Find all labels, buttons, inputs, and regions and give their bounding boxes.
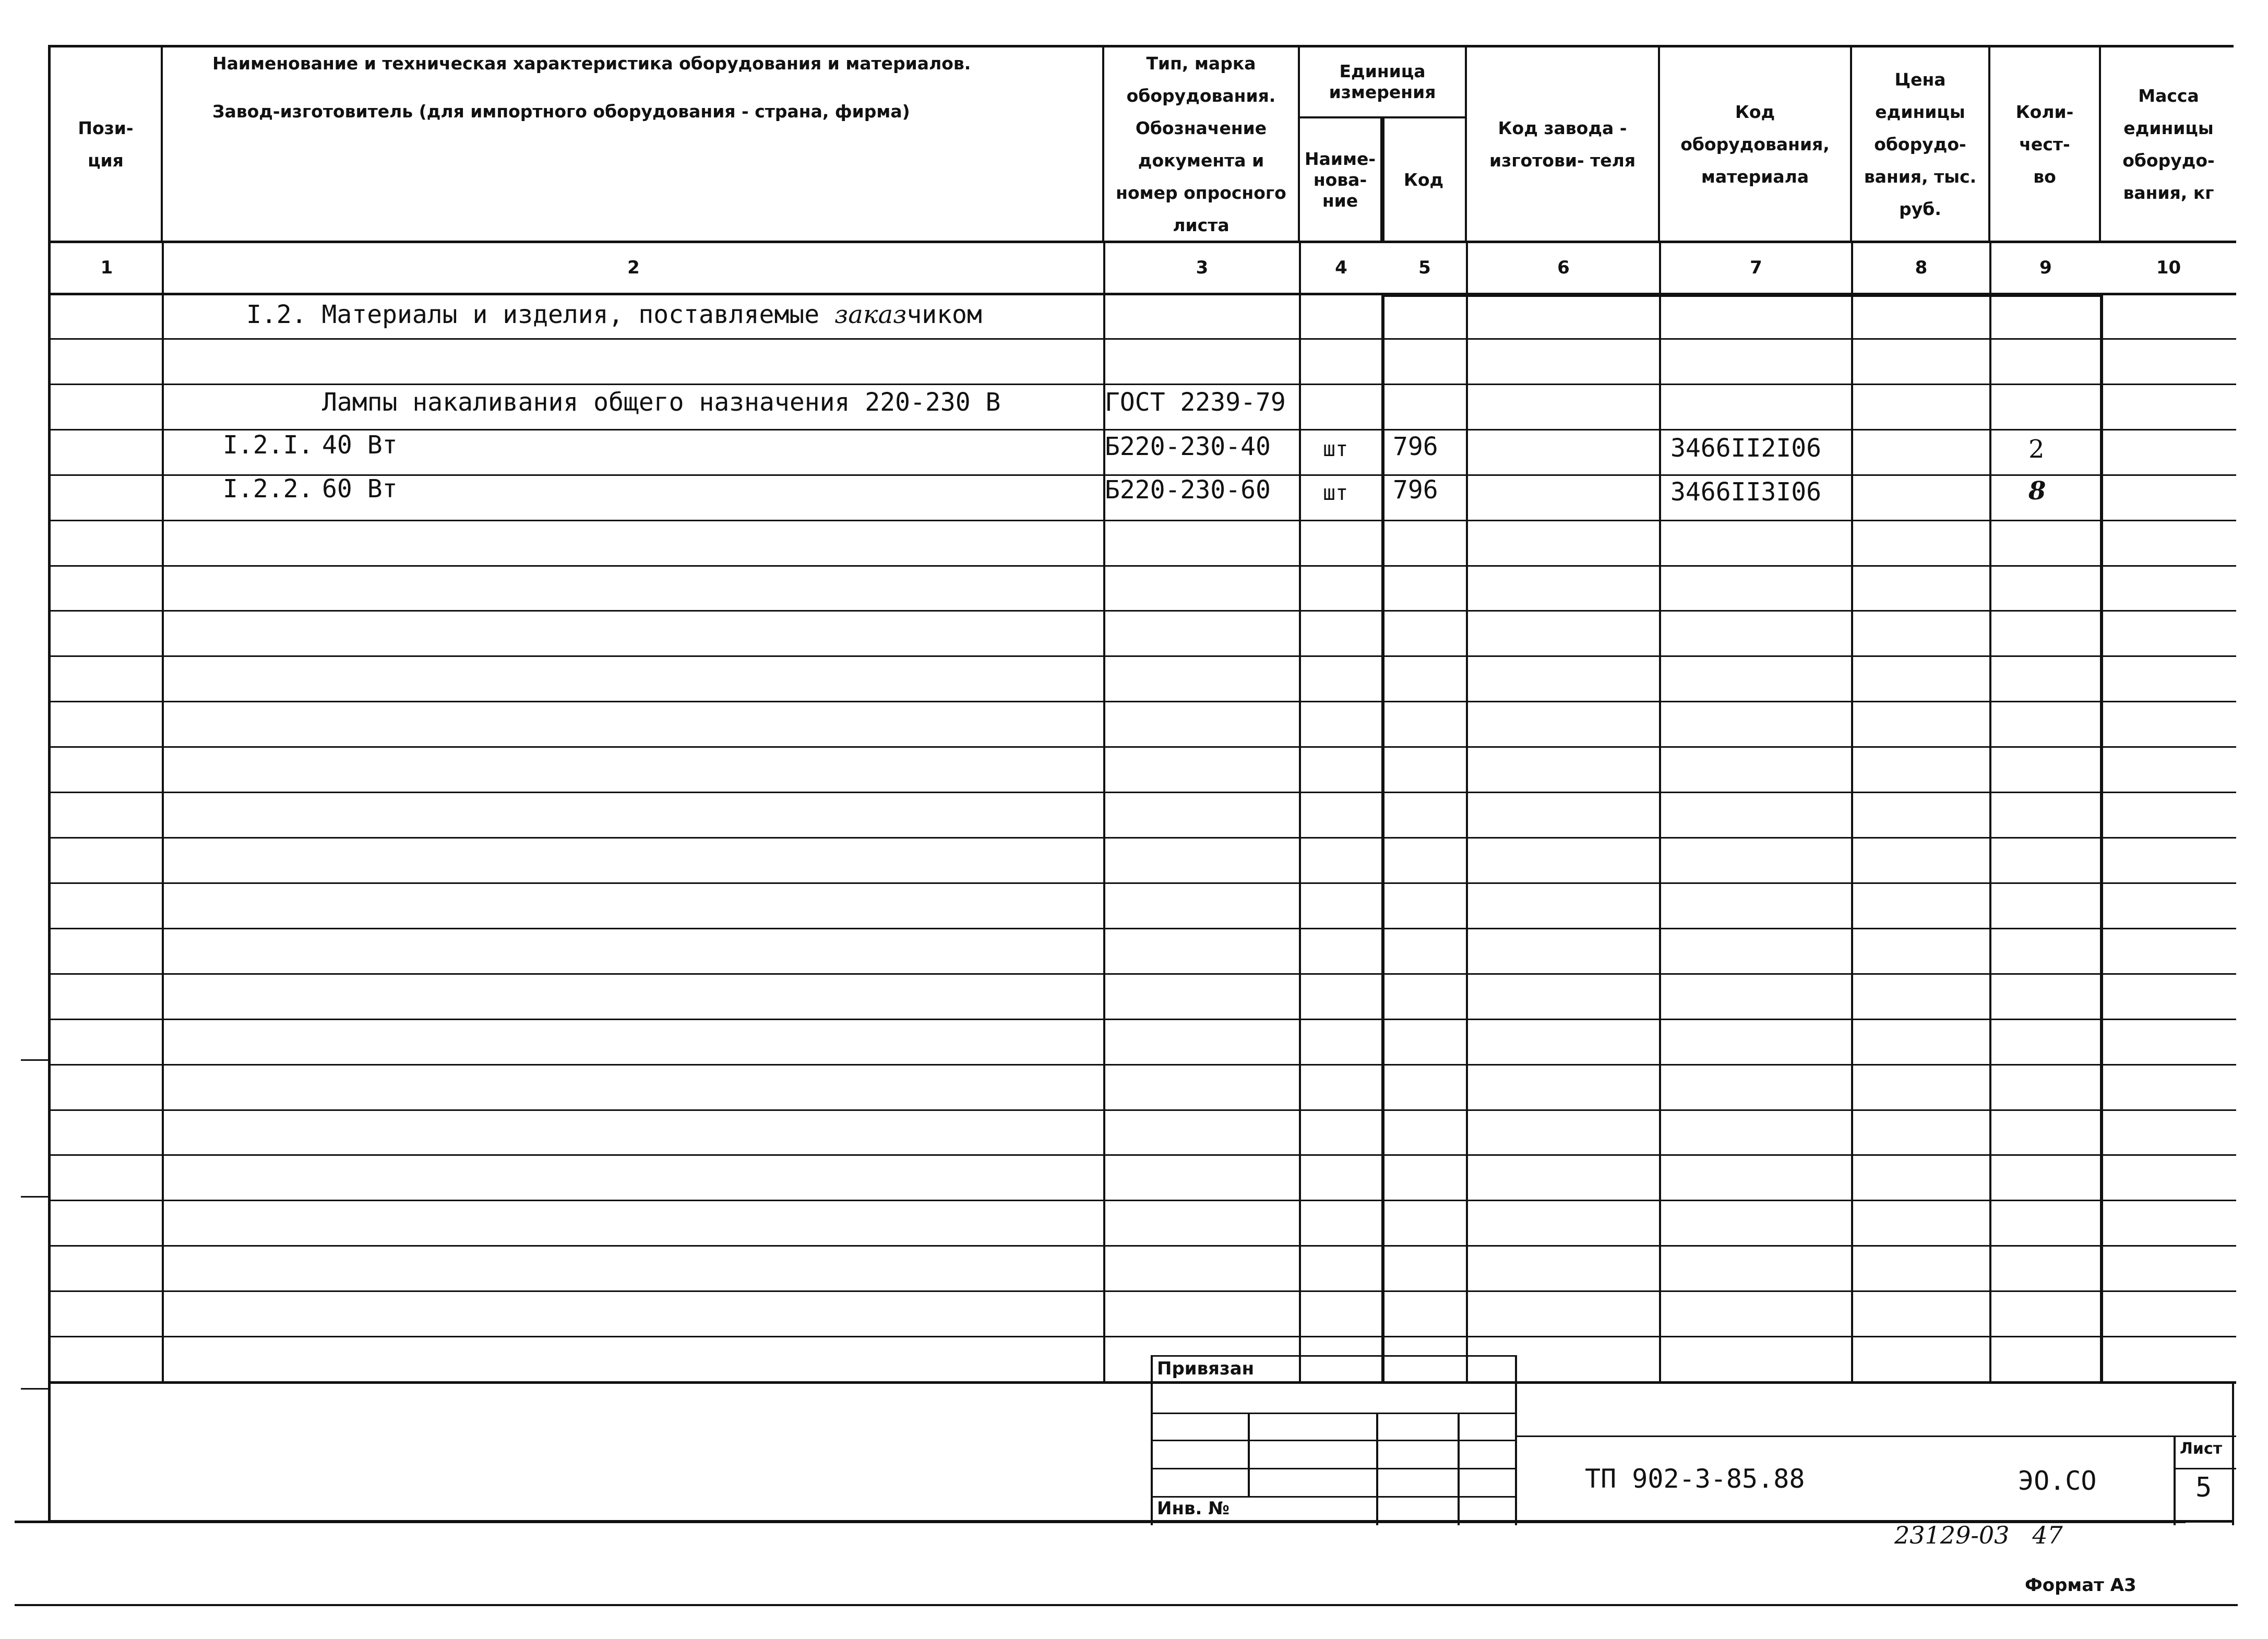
table-row-line xyxy=(51,792,2236,793)
stamp-section: ЭО.СО xyxy=(2018,1466,2097,1496)
stamp-line xyxy=(1248,1413,1250,1496)
stamp-doc-code: ТП 902-3-85.88 xyxy=(1585,1464,1805,1494)
header-price: Цена единицы оборудо- вания, тыс. руб. xyxy=(1852,47,1990,242)
item-equipment-code: 3466II3I06 xyxy=(1670,477,1821,507)
item-equipment-code: 3466II2I06 xyxy=(1670,434,1821,463)
grid-line xyxy=(1466,241,1468,1383)
footer-handwritten-number: 23129-03 47 xyxy=(1894,1521,2063,1549)
table-row-line xyxy=(51,1200,2236,1201)
column-number: 3 xyxy=(1196,257,1209,278)
stamp-line xyxy=(1151,1468,1517,1469)
grid-line xyxy=(1382,118,1384,242)
section-heading-handwritten: заказ xyxy=(834,300,907,329)
table-row-line xyxy=(51,565,2236,567)
table-row-line xyxy=(51,1290,2236,1292)
header-type: Тип, марка оборудования. Обозначение документа и номер опросного листа xyxy=(1104,47,1300,242)
item-name: 40 Вт xyxy=(322,430,398,460)
stamp-line xyxy=(2232,1381,2234,1525)
stamp-inv-label: Инв. № xyxy=(1157,1498,1230,1519)
stamp-bound-label: Привязан xyxy=(1157,1358,1255,1379)
item-unit: шт xyxy=(1323,437,1348,461)
grid-line xyxy=(1299,241,1301,1383)
bottom-border xyxy=(15,1521,2186,1523)
format-label: Формат А3 xyxy=(2025,1575,2136,1596)
stamp-line xyxy=(1151,1355,1517,1357)
table-row-line xyxy=(51,610,2236,612)
table-row-line xyxy=(51,837,2236,839)
table-row-line xyxy=(51,882,2236,884)
item-type: Б220-230-40 xyxy=(1105,432,1271,461)
item-unit: шт xyxy=(1323,481,1348,505)
stamp-line xyxy=(1515,1435,2236,1437)
specification-sheet xyxy=(48,45,2234,1523)
column-number: 1 xyxy=(100,257,113,278)
item-quantity: 8 xyxy=(2028,476,2046,506)
item-position: I.2.I. xyxy=(223,430,314,460)
column-number: 4 xyxy=(1335,257,1347,278)
item-quantity: 2 xyxy=(2028,435,2045,464)
table-row-line xyxy=(51,1109,2236,1111)
column-number: 6 xyxy=(1557,257,1570,278)
header-unit-code: Код xyxy=(1382,118,1467,242)
table-row-line xyxy=(51,928,2236,929)
table-row-line xyxy=(51,701,2236,702)
table-row-line xyxy=(51,1064,2236,1066)
stamp-line xyxy=(1376,1413,1378,1525)
grid-line xyxy=(1659,241,1661,1383)
item-unit-code: 796 xyxy=(1393,475,1438,505)
header-quantity: Коли- чест- во xyxy=(1990,47,2101,242)
item-name: 60 Вт xyxy=(322,474,398,504)
table-bottom-line xyxy=(51,1381,2236,1384)
trim-line xyxy=(15,1604,2238,1606)
header-equipment-code: Код оборудования, материала xyxy=(1660,47,1852,242)
header-position: Пози- ция xyxy=(51,47,163,242)
margin-tick xyxy=(21,1196,50,1198)
table-row-line xyxy=(51,1336,2236,1337)
stamp-sheet-label: Лист xyxy=(2180,1440,2223,1458)
table-row-line xyxy=(51,973,2236,975)
header-name-line1: Наименование и техническая характеристика оборудования и материалов. xyxy=(212,53,971,74)
column-number: 5 xyxy=(1418,257,1431,278)
margin-tick xyxy=(21,1059,50,1061)
stamp-line xyxy=(1151,1496,1517,1498)
column-number: 10 xyxy=(2156,257,2181,278)
item-type: Б220-230-60 xyxy=(1105,475,1271,505)
stamp-line xyxy=(1458,1413,1460,1525)
column-number: 8 xyxy=(1915,257,1928,278)
header-unit-group: Единица измерения xyxy=(1300,47,1467,118)
section-heading-text: I.2. Материалы и изделия, поставляемые xyxy=(246,300,835,329)
grid-line xyxy=(1851,241,1853,1383)
item-group-name: Лампы накаливания общего назначения 220-230 В xyxy=(322,388,1001,417)
grid-line xyxy=(1989,241,1991,1383)
table-row-line xyxy=(51,1154,2236,1156)
header-name xyxy=(163,47,1104,242)
stamp-line xyxy=(1151,1440,1517,1441)
section-heading xyxy=(246,294,982,336)
item-unit-code: 796 xyxy=(1393,432,1438,461)
section-heading-suffix: чиком xyxy=(906,300,982,329)
grid-line xyxy=(1382,294,2103,297)
header-mass: Масса единицы оборудо- вания, кг xyxy=(2122,86,2215,203)
table-row-line xyxy=(51,1245,2236,1247)
table-row-line xyxy=(51,655,2236,657)
column-number: 9 xyxy=(2039,257,2052,278)
stamp-line xyxy=(2174,1468,2236,1469)
column-number: 7 xyxy=(1750,257,1762,278)
grid-line xyxy=(162,241,164,1383)
margin-tick xyxy=(21,1388,50,1390)
stamp-line xyxy=(2174,1435,2176,1525)
table-row-line xyxy=(51,520,2236,521)
header-name-line2: Завод-изготовитель (для импортного оборудования - страна, фирма) xyxy=(212,101,910,122)
table-row-line xyxy=(51,746,2236,748)
header-unit-name: Наиме-нова-ние xyxy=(1300,118,1382,242)
table-row-line xyxy=(51,338,2236,340)
column-number: 2 xyxy=(627,257,640,278)
item-group-standard: ГОСТ 2239-79 xyxy=(1105,388,1286,417)
header-factory-code: Код завода - изготови- теля xyxy=(1467,47,1660,242)
stamp-sheet-number: 5 xyxy=(2195,1472,2212,1503)
stamp-line xyxy=(1151,1413,1517,1414)
table-row-line xyxy=(51,1019,2236,1020)
item-position: I.2.2. xyxy=(223,474,314,504)
